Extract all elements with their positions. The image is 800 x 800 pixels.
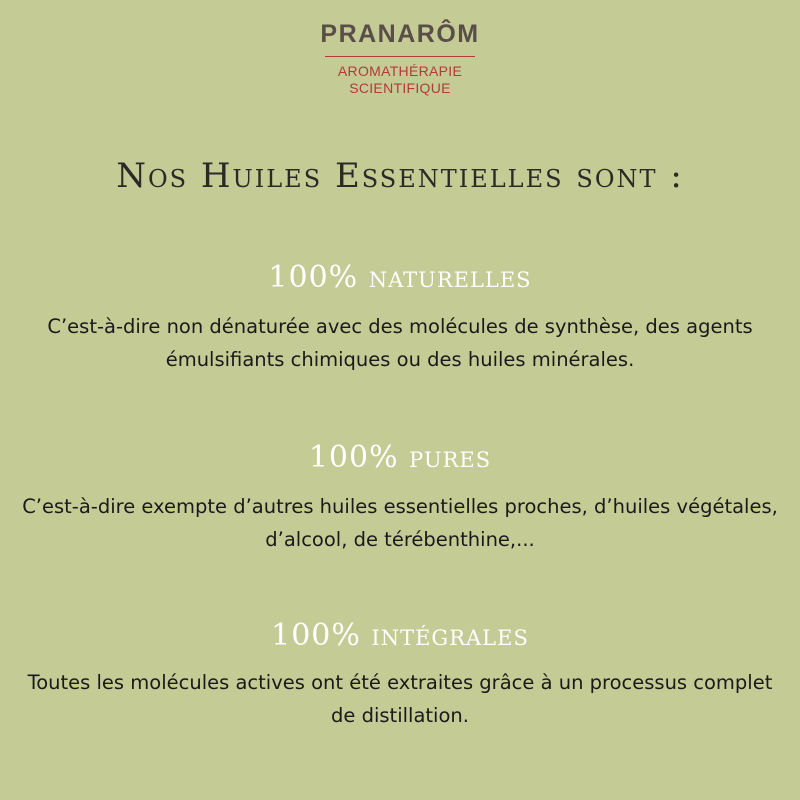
- section-text-naturelles: C’est-à-dire non dénaturée avec des molécules de synthèse, des agents émulsifiants chimiques ou des huiles minérales.: [47, 315, 753, 371]
- logo-divider: [325, 56, 475, 57]
- logo-brand-name: PRANARÔM: [320, 20, 480, 48]
- brand-logo: [300, 18, 500, 97]
- section-heading-naturelles: 100% naturelles: [268, 260, 532, 295]
- section-text-integrales: Toutes les molécules actives ont été extraites grâce à un processus complet de distillation.: [27, 671, 773, 727]
- section-heading-pures: 100% pures: [308, 440, 492, 475]
- page-title: Nos Huiles Essentielles sont :: [116, 156, 684, 196]
- logo-tagline-line1: AROMATHÉRAPIE: [337, 63, 463, 79]
- section-text-pures: C’est-à-dire exempte d’autres huiles essentielles proches, d’huiles végétales, d’alcool, de térébenthine,...: [22, 495, 778, 551]
- logo-tagline-line2: SCIENTIFIQUE: [349, 80, 451, 96]
- section-heading-integrales: 100% intégrales: [271, 618, 529, 653]
